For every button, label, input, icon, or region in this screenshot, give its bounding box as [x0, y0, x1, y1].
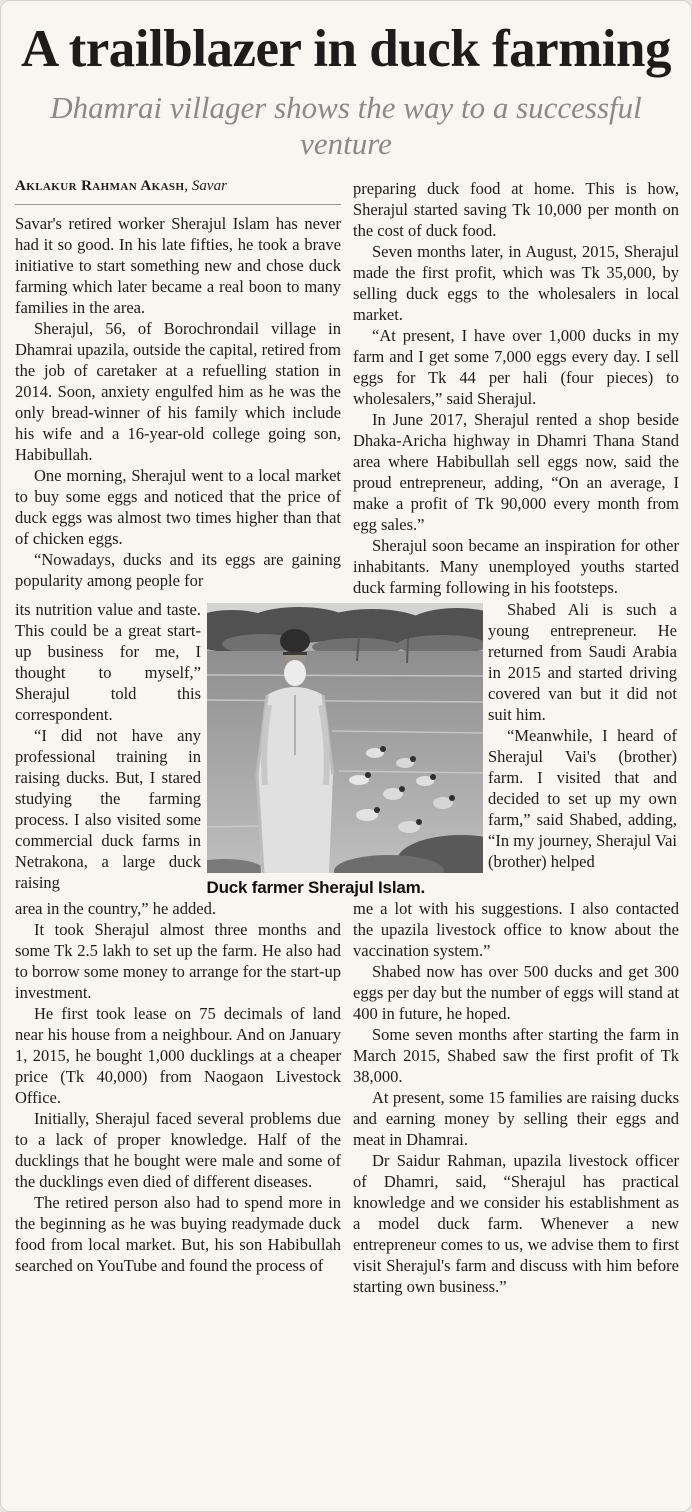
left-top-paragraphs [15, 213, 341, 591]
article-paragraph: area in the country,” he added. [15, 899, 216, 918]
byline [15, 178, 341, 205]
article-paragraph: Shabed Ali is such a young entrepreneur. He returned from Saudi Arabia in 2015 and started driving covered van but it did not suit him. [488, 599, 677, 724]
right-column-beside-photo [488, 599, 677, 872]
article-paragraph: He first took lease on 75 decimals of land near his house from a neighbour. And on January 1, 2015, he bought 1,000 ducklings at a cheaper price (Tk 40,000) from Naogaon Livestock Office. [15, 1004, 341, 1107]
article-paragraph: Initially, Sherajul faced several problems due to a lack of proper knowledge. Half of the ducklings that he bought were male and some of the ducklings even died of different diseases. [15, 1109, 341, 1191]
article-paragraph: Some seven months after starting the farm in March 2015, Shabed saw the first profit of Tk 38,000. [353, 1025, 679, 1086]
article-paragraph: Savar's retired worker Sherajul Islam has never had it so good. In his late fifties, he took a brave initiative to start something new and chose duck farming which later became a real boon to many families in the area. [15, 213, 341, 317]
article-photo-figure [207, 603, 483, 898]
article-paragraph: It took Sherajul almost three months and some Tk 2.5 lakh to set up the farm. He also had to borrow some money to arrange for the start-up investment. [15, 920, 341, 1002]
bottom-text-row [15, 898, 677, 1297]
article-paragraph: “Meanwhile, I heard of Sherajul Vai's (brother) farm. I visited that and decided to set up my own farm,” said Shabed, adding, “In my journey, Sherajul Vai (brother) helped [488, 725, 677, 871]
duck-farmer-photo [207, 603, 483, 873]
article-title: A trailblazer in duck farming [21, 20, 671, 78]
left-column-bottom [15, 898, 341, 1297]
article-paragraph: Seven months later, in August, 2015, Sherajul made the first profit, which was Tk 35,000, by selling duck eggs to the wholesalers in local market. [353, 241, 679, 324]
article-subtitle: Dhamrai villager shows the way to a successful venture [50, 89, 642, 161]
article-paragraph: me a lot with his suggestions. I also contacted the upazila livestock office to know about the vaccination system.” [353, 899, 679, 960]
article-paragraph: One morning, Sherajul went to a local market to buy some eggs and noticed that the price of duck eggs was almost two times higher than that of chicken eggs. [15, 465, 341, 548]
article-paragraph: Sherajul, 56, of Borochrondail village in Dhamrai upazila, outside the capital, retired from the job of caretaker at a refuelling station in 2014. Soon, anxiety engulfed him as he was the only bread-winner of his family which include his wife and a 16-year-old college going son, Habibullah. [15, 318, 341, 464]
byline-author: Aklakur Rahman Akash [15, 177, 185, 194]
photo-row [15, 599, 677, 898]
article-paragraph: Shabed now has over 500 ducks and get 300 eggs per day but the number of eggs will stand at 400 in future, he hoped. [353, 962, 679, 1023]
left-column-top [15, 178, 341, 598]
article-paragraph: Dr Saidur Rahman, upazila livestock officer of Dhamri, said, “Sherajul has practical knowledge and we consider his establishment as a model duck farm. Whenever a new entrepreneur comes to us, we advise them to first visit Sherajul's farm and discuss with him before starting own business.” [353, 1151, 679, 1296]
article-paragraph: The retired person also had to spend more in the beginning as he was buying readymade duck food from local market. But, his son Habibullah searched on YouTube and found the process of [15, 1193, 341, 1275]
top-text-row [15, 178, 677, 598]
right-column-bottom [353, 898, 679, 1297]
article-paragraph: its nutrition value and taste. This could be a great start-up business for me, I thought to myself,” Sherajul told this correspondent. [15, 599, 201, 724]
left-column-beside-photo [15, 599, 201, 893]
article-paragraph: “At present, I have over 1,000 ducks in my farm and I get some 7,000 eggs every day. I sell eggs for Tk 44 per hali (four pieces) to wholesalers,” said Sherajul. [353, 325, 679, 408]
right-column-top [353, 178, 679, 598]
article-paragraph: “Nowadays, ducks and its eggs are gaining popularity among people for [15, 549, 341, 590]
photo-illustration [207, 603, 483, 873]
article-paragraph: In June 2017, Sherajul rented a shop beside Dhaka-Aricha highway in Dhamri Thana Stand area where Habibullah sell eggs now, said the proud entrepreneur, adding, “On an average, I make a profit of Tk 90,000 every month from egg sales.” [353, 409, 679, 534]
byline-separator: , [184, 177, 192, 194]
photo-caption: Duck farmer Sherajul Islam. [206, 877, 426, 897]
article-paragraph: preparing duck food at home. This is how, Sherajul started saving Tk 10,000 per month on the cost of duck food. [353, 178, 679, 240]
article-paragraph: “I did not have any professional training in raising ducks. But, I stared studying the farming process. I also visited some commercial duck farms in Netrakona, a large duck raising [15, 725, 201, 892]
article-paragraph: At present, some 15 families are raising ducks and earning money by selling their eggs and meat in Dhamrai. [353, 1088, 679, 1149]
byline-location: Savar [191, 177, 227, 194]
right-top-paragraphs [353, 178, 679, 598]
article-paragraph: Sherajul soon became an inspiration for other inhabitants. Many unemployed youths started duck farming following in his footsteps. [353, 535, 679, 597]
